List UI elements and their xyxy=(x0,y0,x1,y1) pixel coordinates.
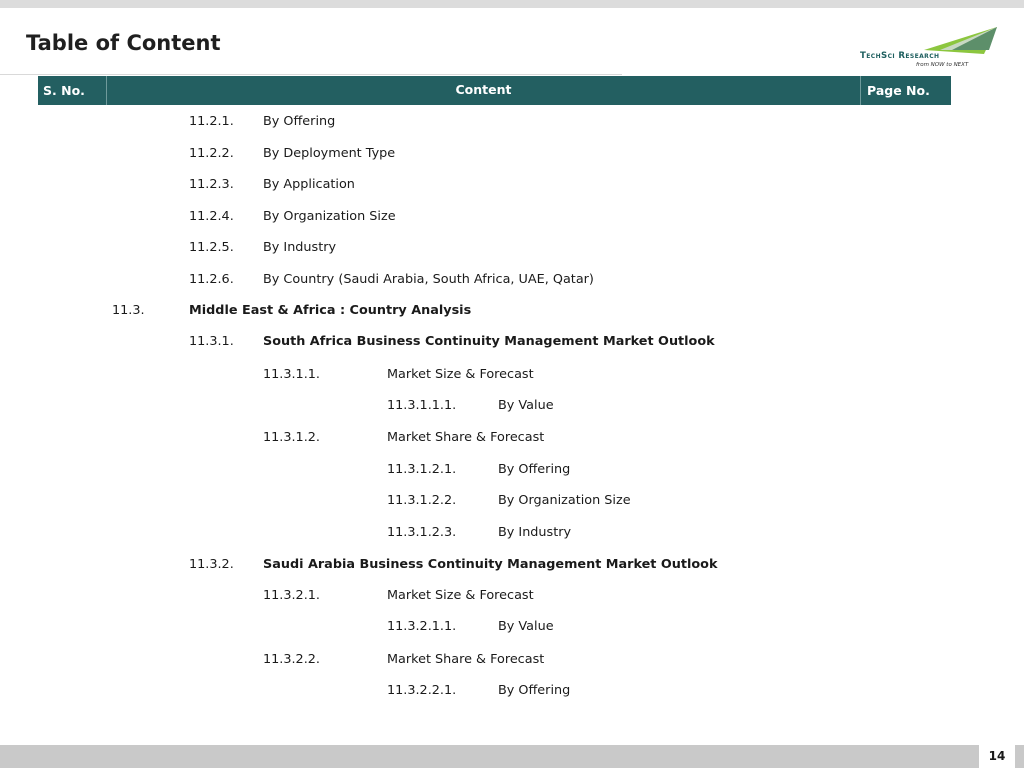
toc-entry-number: 11.3.2.1.1. xyxy=(387,619,457,634)
header-content: Content xyxy=(106,76,861,105)
toc-entry-label: By Value xyxy=(498,619,554,634)
toc-entry-number: 11.3.1.2.3. xyxy=(387,525,457,540)
footer-bar xyxy=(0,745,1024,768)
toc-entry-number: 11.3.2. xyxy=(189,557,234,572)
toc-entry-label: Market Size & Forecast xyxy=(387,367,534,382)
toc-entry-label: By Offering xyxy=(498,462,571,477)
toc-entry xyxy=(0,398,1024,416)
toc-entry xyxy=(0,146,1024,164)
toc-entry-number: 11.2.2. xyxy=(189,146,234,161)
toc-entry-label: Middle East & Africa : Country Analysis xyxy=(189,303,472,318)
toc-entry xyxy=(0,619,1024,637)
page-number: 14 xyxy=(979,745,1015,768)
toc-entry-number: 11.3.1.2.1. xyxy=(387,462,457,477)
toc-entry-number: 11.3.1.1. xyxy=(263,367,320,382)
header-serial-number: S. No. xyxy=(43,83,85,98)
toc-entry xyxy=(0,588,1024,606)
toc-entry-number: 11.3.1.1.1. xyxy=(387,398,457,413)
toc-entry-label: By Organization Size xyxy=(498,493,631,508)
toc-entry-label: By Organization Size xyxy=(263,209,396,224)
toc-entry-number: 11.3.2.1. xyxy=(263,588,320,603)
toc-entry-label: Market Size & Forecast xyxy=(387,588,534,603)
toc-entry-number: 11.2.1. xyxy=(189,114,234,129)
toc-entry xyxy=(0,177,1024,195)
header-page-number: Page No. xyxy=(867,83,930,98)
toc-entry-label: By Industry xyxy=(498,525,572,540)
toc-entry-label: By Offering xyxy=(498,683,571,698)
toc-entry xyxy=(0,272,1024,290)
toc-entry-number: 11.2.4. xyxy=(189,209,234,224)
toc-entry-label: By Industry xyxy=(263,240,337,255)
toc-entry xyxy=(0,240,1024,258)
toc-entry-label: South Africa Business Continuity Management Market Outlook xyxy=(263,334,715,349)
toc-entry-label: By Offering xyxy=(263,114,336,129)
toc-entry-number: 11.2.5. xyxy=(189,240,234,255)
toc-entry-label: By Application xyxy=(263,177,355,192)
toc-entry-label: By Country (Saudi Arabia, South Africa, UAE, Qatar) xyxy=(263,272,594,287)
toc-entry xyxy=(0,652,1024,670)
toc-entry-number: 11.3.1.2.2. xyxy=(387,493,457,508)
toc-entry xyxy=(0,114,1024,132)
toc-entry-number: 11.2.6. xyxy=(189,272,234,287)
toc-entry-label: By Deployment Type xyxy=(263,146,396,161)
toc-entry-number: 11.3.2.2. xyxy=(263,652,320,667)
toc-entry-number: 11.3. xyxy=(112,303,145,318)
toc-entry xyxy=(0,557,1024,575)
toc-entry-number: 11.3.1. xyxy=(189,334,234,349)
logo-tagline: from NOW to NEXT xyxy=(916,62,969,68)
toc-entry xyxy=(0,683,1024,701)
toc-entry xyxy=(0,334,1024,352)
toc-entry xyxy=(0,303,1024,321)
toc-entry-label: By Value xyxy=(498,398,554,413)
page-title: Table of Content xyxy=(26,31,221,55)
toc-entry xyxy=(0,209,1024,227)
toc-entry xyxy=(0,525,1024,543)
toc-entry xyxy=(0,367,1024,385)
toc-entry xyxy=(0,493,1024,511)
toc-entry-number: 11.3.1.2. xyxy=(263,430,320,445)
toc-entry-number: 11.2.3. xyxy=(189,177,234,192)
toc-entry xyxy=(0,430,1024,448)
toc-entry-number: 11.3.2.2.1. xyxy=(387,683,457,698)
toc-entry xyxy=(0,462,1024,480)
logo-name: TechSci Research xyxy=(860,51,940,61)
toc-entry-label: Market Share & Forecast xyxy=(387,430,545,445)
toc-entry-label: Market Share & Forecast xyxy=(387,652,545,667)
toc-entry-label: Saudi Arabia Business Continuity Management Market Outlook xyxy=(263,557,718,572)
